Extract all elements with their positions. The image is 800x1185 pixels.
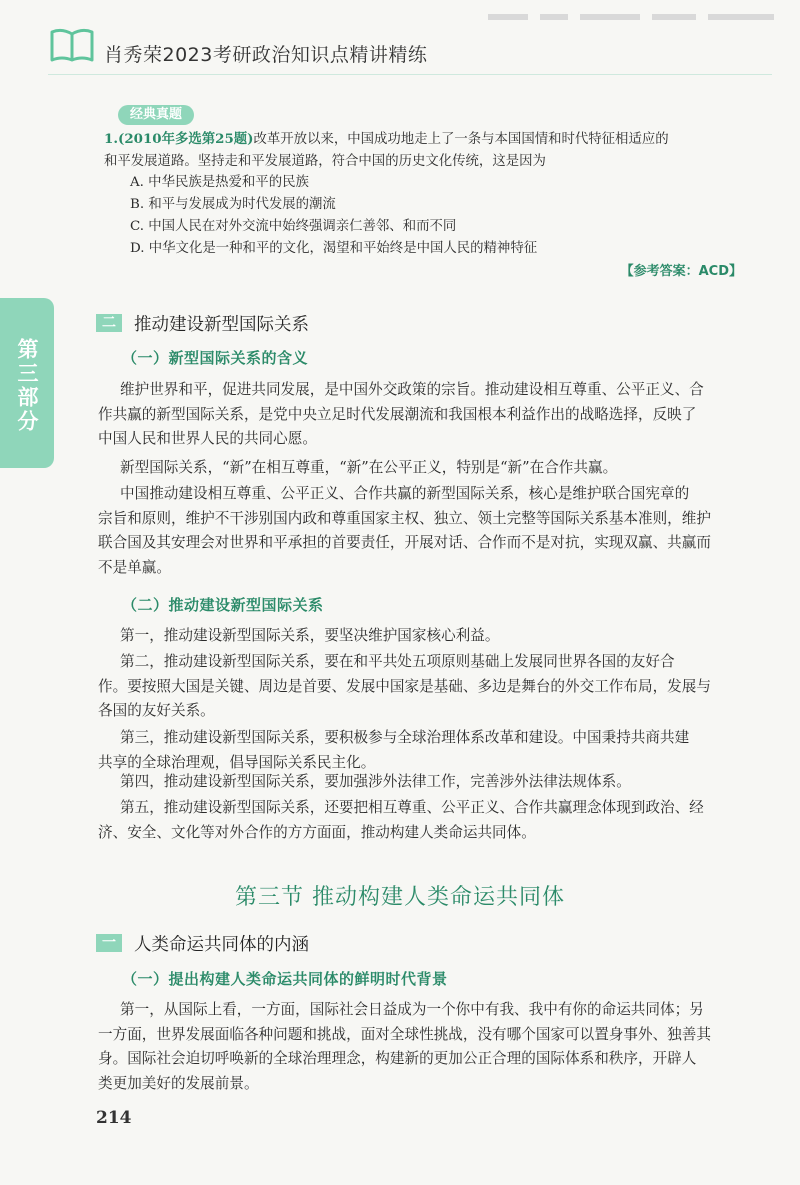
text-line: 宗旨和原则，维护不干涉别国内政和尊重国家主权、独立、领土完整等国际关系基本准则，维护	[98, 509, 711, 527]
text-line: 身。国际社会迫切呼唤新的全球治理理念，构建新的更加公正合理的国际体系和秩序，开辟人	[98, 1050, 697, 1067]
open-book-icon	[50, 28, 94, 62]
question-stem	[104, 128, 744, 173]
page-number: 214	[96, 1108, 132, 1128]
question-line: 和平发展道路。坚持走和平发展道路，符合中国的历史文化传统，这是因为	[104, 154, 546, 169]
reference-answer: 【参考答案：ACD】	[620, 264, 742, 279]
text-line: 济、安全、文化等对外合作的方方面面，推动构建人类命运共同体。	[98, 823, 536, 841]
option-c: C. 中国人民在对外交流中始终强调亲仁善邻、和而不同	[130, 219, 457, 234]
text-line: 一方面，世界发展面临各种问题和挑战，面对全球性挑战，没有哪个国家可以置身事外、独善其	[98, 1025, 711, 1043]
paragraph	[98, 378, 742, 452]
paragraph	[98, 770, 742, 795]
part-side-tab-label: 第三部分	[15, 338, 39, 434]
section-number-icon: 一	[96, 934, 122, 952]
header-divider	[48, 74, 772, 75]
text-line: 不是单赢。	[98, 558, 171, 576]
text-line: 中国推动建设相互尊重、公平正义、合作共赢的新型国际关系，核心是维护联合国宪章的	[120, 485, 690, 502]
text-line: 第五，推动建设新型国际关系，还要把相互尊重、公平正义、合作共赢理念体现到政治、经	[120, 799, 704, 816]
text-line: 第一，从国际上看，一方面，国际社会日益成为一个你中有我、我中有你的命运共同体；另	[120, 1001, 704, 1018]
section-title: 人类命运共同体的内涵	[134, 935, 309, 955]
text-line: 共享的全球治理观，倡导国际关系民主化。	[98, 753, 376, 771]
paragraph	[98, 456, 742, 481]
question-text: 改革开放以来，中国成功地走上了一条与本国国情和时代特征相适应的	[253, 132, 669, 147]
text-line: 各国的友好关系。	[98, 702, 215, 719]
subsection-title: （一）新型国际关系的含义	[122, 349, 309, 367]
chapter-section-heading: 第三节 推动构建人类命运共同体	[235, 885, 565, 910]
subsection-title: （一）提出构建人类命运共同体的鲜明时代背景	[122, 970, 448, 988]
text-line: 作共赢的新型国际关系，是党中央立足时代发展潮流和我国根本利益作出的战略选择，反映了	[98, 405, 697, 423]
text-line: 第二，推动建设新型国际关系，要在和平共处五项原则基础上发展同世界各国的友好合	[120, 653, 675, 670]
paragraph	[98, 796, 742, 845]
part-side-tab	[0, 298, 54, 468]
text-line: 新型国际关系，“新”在相互尊重，“新”在公平正义，特别是“新”在合作共赢。	[120, 459, 618, 476]
question-line	[104, 128, 744, 151]
subsection-title: （二）推动建设新型国际关系	[122, 596, 324, 614]
text-line: 第三，推动建设新型国际关系，要积极参与全球治理体系改革和建设。中国秉持共商共建	[120, 729, 690, 746]
page-header	[0, 0, 800, 80]
option-d: D. 中华文化是一种和平的文化，渴望和平始终是中国人民的精神特征	[130, 241, 538, 256]
text-line: 维护世界和平，促进共同发展，是中国外交政策的宗旨。推动建设相互尊重、公平正义、合	[120, 381, 704, 398]
section-number-icon: 二	[96, 314, 122, 332]
book-title: 肖秀荣2023考研政治知识点精讲精练	[104, 44, 428, 66]
paragraph	[98, 650, 742, 724]
text-line: 作。要按照大国是关键、周边是首要、发展中国家是基础、多边是舞台的外交工作布局，发展与	[98, 677, 711, 695]
option-a: A. 中华民族是热爱和平的民族	[130, 175, 309, 190]
text-line: 中国人民和世界人民的共同心愿。	[98, 430, 317, 447]
text-line: 第一，推动建设新型国际关系，要坚决维护国家核心利益。	[120, 627, 500, 644]
text-line: 类更加美好的发展前景。	[98, 1074, 259, 1092]
section-title: 推动建设新型国际关系	[134, 315, 309, 335]
text-line: 第四，推动建设新型国际关系，要加强涉外法律工作，完善涉外法律法规体系。	[120, 773, 631, 790]
question-source: (2010年多选第25题)	[117, 131, 254, 147]
classic-question-badge: 经典真题	[118, 105, 194, 125]
paragraph	[98, 726, 742, 775]
header-decorative-strip	[488, 10, 778, 24]
paragraph	[98, 998, 742, 1096]
question-number: 1.	[104, 131, 118, 147]
text-line: 联合国及其安理会对世界和平承担的首要责任，开展对话、合作而不是对抗，实现双赢、共赢而	[98, 534, 711, 551]
option-b: B. 和平与发展成为时代发展的潮流	[130, 197, 336, 212]
paragraph	[98, 482, 742, 580]
paragraph	[98, 624, 742, 649]
